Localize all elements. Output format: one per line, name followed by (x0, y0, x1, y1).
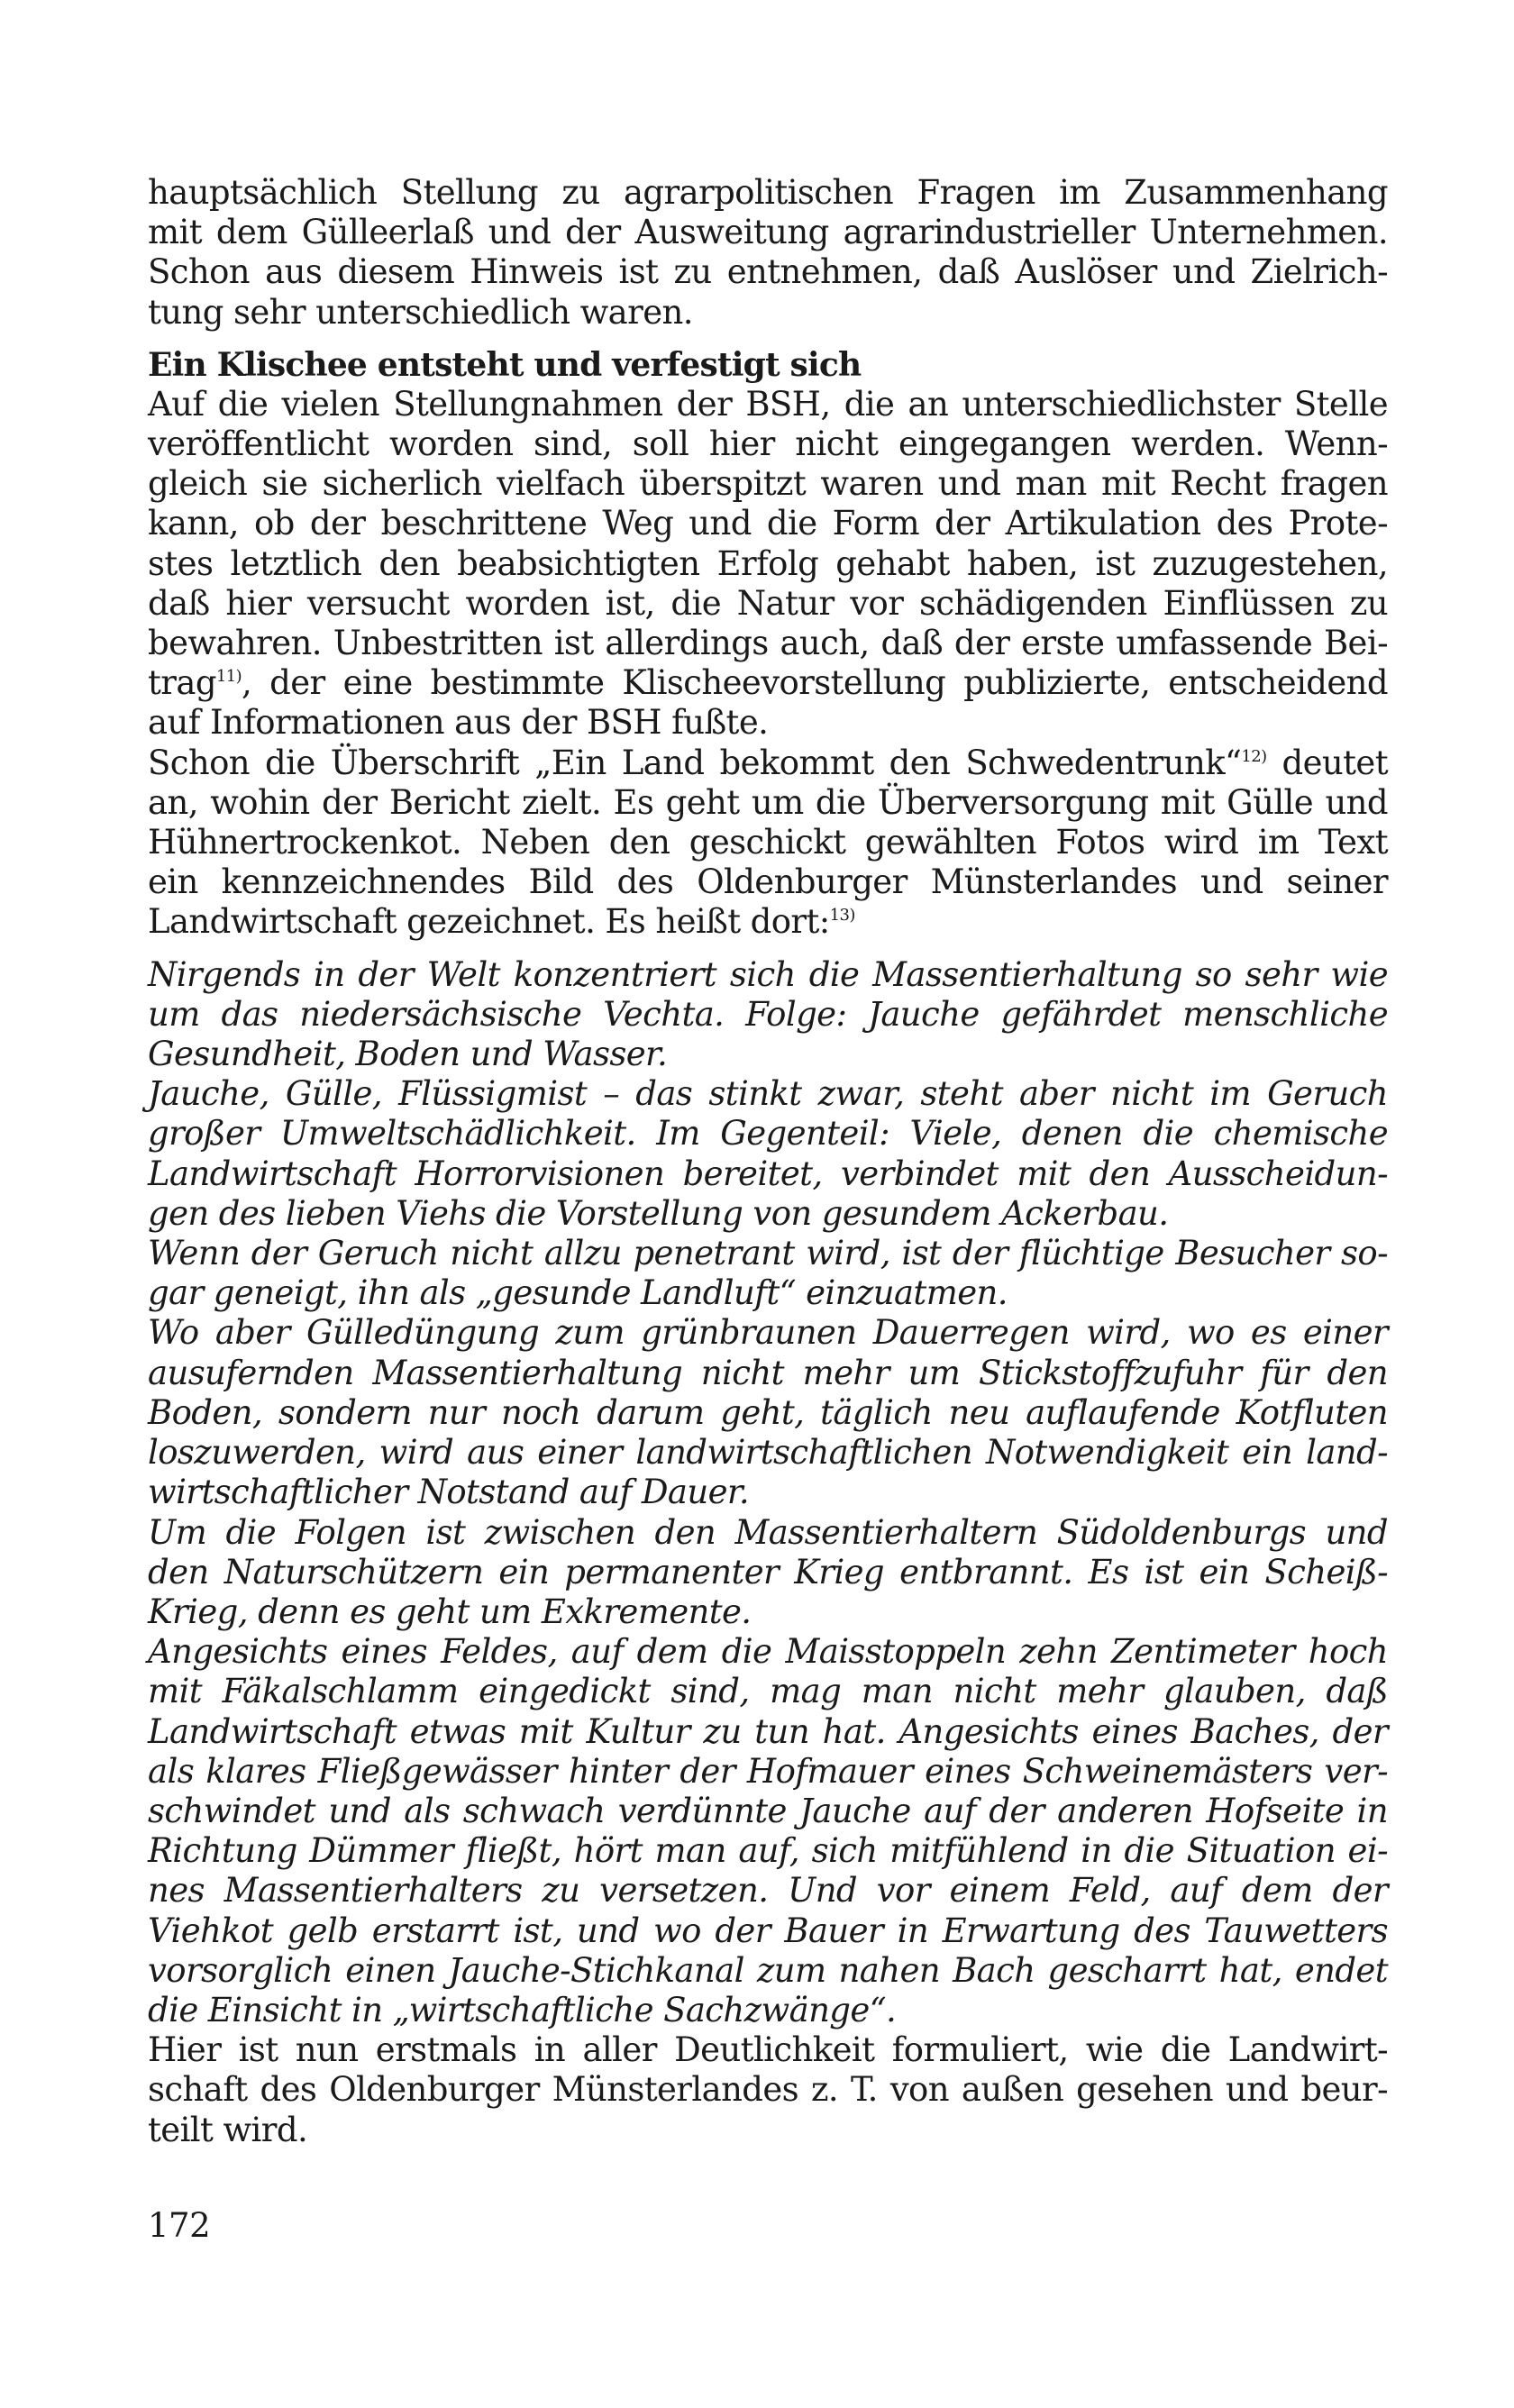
quote-line: vorsorglich einen Jauche-Stichkanal zum nahen Bach gescharrt hat, endet (148, 1950, 1388, 1990)
text-line: stes letztlich den beabsichtigten Erfolg gehabt haben, ist zuzugestehen, (148, 543, 1388, 583)
closing-paragraph (148, 2030, 1388, 2150)
text-line: mit dem Gülleerlaß und der Ausweitung agrarindustrieller Unternehmen. (148, 213, 1388, 252)
quote-line: die Einsicht in „wirtschaftliche Sachzwänge“. (148, 1990, 897, 2029)
quote-line: Wo aber Gülledüngung zum grünbraunen Dauerregen wird, wo es einer (148, 1313, 1388, 1353)
quote-line: Angesichts eines Feldes, auf dem die Maisstoppeln zehn Zentimeter hoch (148, 1632, 1388, 1672)
quote-line: den Naturschützern ein permanenter Krieg entbrannt. Es ist ein Scheiß- (148, 1552, 1388, 1592)
quote-line: Richtung Dümmer fließt, hört man auf, sich mitfühlend in die Situation ei- (148, 1831, 1388, 1871)
page-number: 172 (148, 2206, 211, 2245)
text-line: an, wohin der Bericht zielt. Es geht um die Überversorgung mit Gülle und (148, 782, 1388, 822)
quote-line: Boden, sondern nur noch darum geht, täglich neu auflaufende Kotfluten (148, 1392, 1388, 1432)
quote-line: Jauche, Gülle, Flüssigmist – das stinkt zwar, steht aber nicht im Geruch (148, 1074, 1388, 1114)
text-line: hauptsächlich Stellung zu agrarpolitischen Fragen im Zusammenhang (148, 173, 1388, 212)
text-line: tung sehr unterschiedlich waren. (148, 292, 693, 332)
text-line: Auf die vielen Stellungnahmen der BSH, die an unterschiedlichster Stelle (148, 384, 1388, 424)
quote-line: wirtschaftlicher Notstand auf Dauer. (148, 1473, 750, 1512)
footnote-ref-13: 13) (829, 906, 855, 926)
text-line: Hier ist nun erstmals in aller Deutlichkeit formuliert, wie die Landwirt- (148, 2030, 1388, 2070)
text-line: teilt wird. (148, 2110, 308, 2149)
text-line: daß hier versucht worden ist, die Natur vor schädigenden Einflüssen zu (148, 583, 1388, 623)
intro-paragraph (148, 173, 1388, 333)
quote-line: als klares Fließgewässer hinter der Hofmauer eines Schweinemästers ver- (148, 1751, 1388, 1791)
text-line: ein kennzeichnendes Bild des Oldenburger Münsterlandes und seiner (148, 862, 1388, 902)
section-paragraph (148, 385, 1388, 943)
quote-line: Landwirtschaft etwas mit Kultur zu tun hat. Angesichts eines Baches, der (148, 1711, 1388, 1751)
section-heading: Ein Klischee entsteht und verfestigt sich (148, 345, 862, 384)
quote-line: nes Massentierhalters zu versetzen. Und vor einem Feld, auf dem der (148, 1871, 1388, 1911)
text-line: Landwirtschaft gezeichnet. Es heißt dort:$^{13)}$ (148, 902, 855, 942)
quote-line: gen des lieben Viehs die Vorstellung von gesundem Ackerbau. (148, 1193, 1169, 1233)
quote-line: Krieg, denn es geht um Exkremente. (148, 1592, 752, 1631)
text-line: veröffentlicht worden sind, soll hier nicht eingegangen werden. Wenn- (148, 424, 1388, 464)
text-line: gleich sie sicherlich vielfach überspitzt waren und man mit Recht fragen (148, 464, 1388, 504)
text-line: auf Informationen aus der BSH fußte. (148, 703, 769, 743)
quote-line: Um die Folgen ist zwischen den Massentierhaltern Südoldenburgs und (148, 1512, 1388, 1552)
quote-line: ausufernden Massentierhaltung nicht mehr um Stickstoffzufuhr für den (148, 1353, 1388, 1392)
quote-line: schwindet und als schwach verdünnte Jauche auf der anderen Hofseite in (148, 1791, 1388, 1830)
quote-line: Gesundheit, Boden und Wasser. (148, 1035, 668, 1074)
quote-line: Wenn der Geruch nicht allzu penetrant wird, ist der flüchtige Besucher so- (148, 1234, 1388, 1273)
footnote-ref-12: 12) (1241, 746, 1267, 766)
quote-line: großer Umweltschädlichkeit. Im Gegenteil: Viele, denen die chemische (148, 1114, 1388, 1154)
page-body (148, 173, 1388, 2150)
quote-line: gar geneigt, ihn als „gesunde Landluft“ einzuatmen. (148, 1273, 1008, 1313)
quote-line: mit Fäkalschlamm eingedickt sind, mag man nicht mehr glauben, daß (148, 1672, 1388, 1711)
footnote-ref-11: 11) (215, 667, 242, 687)
text-line: Schon aus diesem Hinweis ist zu entnehmen, daß Auslöser und Zielrich- (148, 252, 1388, 292)
quote-line: Viehkot gelb erstarrt ist, und wo der Bauer in Erwartung des Tauwetters (148, 1911, 1388, 1950)
text-line: kann, ob der beschrittene Weg und die Form der Artikulation des Prote- (148, 504, 1388, 543)
text-line: trag$^{11)}$, der eine bestimmte Klischeevorstellung publizierte, entscheidend (148, 663, 1388, 703)
text-line: schaft des Oldenburger Münsterlandes z. T. von außen gesehen und beur- (148, 2070, 1388, 2110)
quote-line: loszuwerden, wird aus einer landwirtschaftlichen Notwendigkeit ein land- (148, 1433, 1388, 1473)
text-line: Hühnertrockenkot. Neben den geschickt gewählten Fotos wird im Text (148, 823, 1388, 862)
quote-line: Landwirtschaft Horrorvisionen bereitet, verbindet mit den Ausscheidun- (148, 1154, 1388, 1193)
quote-line: Nirgends in der Welt konzentriert sich die Massentierhaltung so sehr wie (148, 954, 1388, 994)
block-quote (148, 955, 1388, 2030)
text-line: Schon die Überschrift „Ein Land bekommt den Schwedentrunk“$^{12)}$ deutet (148, 743, 1388, 782)
quote-line: um das niedersächsische Vechta. Folge: Jauche gefährdet menschliche (148, 994, 1388, 1034)
text-line: bewahren. Unbestritten ist allerdings auch, daß der erste umfassende Bei- (148, 624, 1388, 663)
